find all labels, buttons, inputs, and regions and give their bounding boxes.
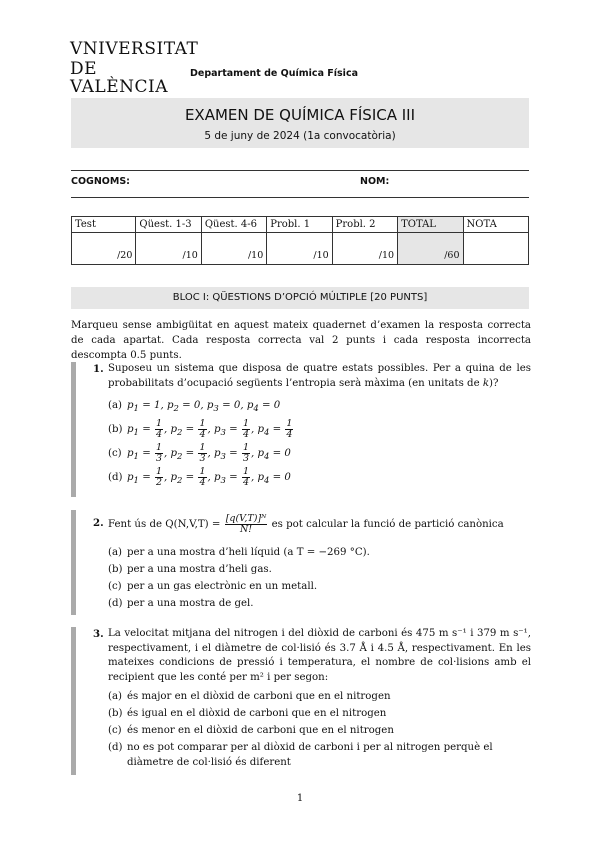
question-3 — [71, 627, 531, 775]
score-header-q1-3: Qüest. 1-3 — [136, 217, 201, 233]
option-label: (b) — [108, 564, 123, 575]
score-cell-q1-3[interactable]: /10 — [136, 233, 201, 265]
question-2 — [71, 510, 531, 615]
exam-title-box — [71, 98, 529, 148]
question-3-option-c[interactable] — [108, 724, 531, 741]
question-3-option-a[interactable] — [108, 690, 531, 707]
score-header-test: Test — [72, 217, 136, 233]
question-2-marker-bar — [71, 510, 76, 615]
option-label: (c) — [108, 448, 122, 459]
section-title: BLOC I: QÜESTIONS D’OPCIÓ MÚLTIPLE — [172, 292, 368, 303]
score-table — [71, 216, 529, 265]
score-header-total: TOTAL — [398, 217, 463, 233]
section-header — [71, 287, 529, 309]
option-text: és menor en el diòxid de carboni que en el nitrogen — [127, 725, 394, 736]
score-cell-q4-6[interactable]: /10 — [201, 233, 266, 265]
divider-bottom — [71, 197, 529, 198]
university-logo — [70, 39, 199, 97]
option-text: és igual en el diòxid de carboni que en el nitrogen — [127, 708, 387, 719]
score-header-problem-1: Probl. 1 — [267, 217, 332, 233]
option-label: (b) — [108, 424, 123, 435]
question-2-option-a[interactable] — [108, 546, 531, 563]
option-label: (d) — [108, 472, 123, 483]
score-header-grade: NOTA — [463, 217, 528, 233]
option-text: per a un gas electrònic en un metall. — [127, 581, 318, 592]
score-cell-test[interactable]: /20 — [72, 233, 136, 265]
surname-label: COGNOMS: — [71, 176, 130, 187]
score-header-problem-2: Probl. 2 — [332, 217, 397, 233]
question-2-stem-suffix: es pot calcular la funció de partició canònica — [271, 519, 504, 530]
instructions: Marqueu sense ambigüitat en aquest mateix quadernet d’examen la resposta correcta de cada apartat. Cada resposta correcta val 2 punts i cada resposta incorrecta descompta 0.5 punts. — [71, 320, 531, 361]
question-1-option-d[interactable] — [108, 466, 531, 490]
score-header-q4-6: Qüest. 4-6 — [201, 217, 266, 233]
question-1-number: 1. — [93, 363, 104, 375]
question-3-marker-bar — [71, 627, 76, 775]
option-label: (c) — [108, 581, 122, 592]
score-cell-grade[interactable] — [463, 233, 528, 265]
exam-title: EXAMEN DE QUÍMICA FÍSICA III — [184, 106, 416, 124]
question-1-stem: Suposeu un sistema que disposa de quatre estats possibles. Per a quina de les probabilitats d’ocupació següents l’entropia serà màxima (en unitats de k)? — [108, 363, 531, 389]
question-3-stem: La velocitat mitjana del nitrogen i del diòxid de carboni és 475 m s⁻¹ i 379 m s⁻¹, respectivament, i el diàmetre de col·lisió és 3.7 Å i 4.5 Å, respectivament. En les mateixes condicions de pressió i temperatura, el nombre de col·lisions amb el recipient que les conté per m² i per segon: — [108, 628, 531, 683]
question-3-option-b[interactable] — [108, 707, 531, 724]
page-number: 1 — [296, 793, 304, 804]
section-points: [20 PUNTS] — [370, 292, 428, 303]
logo-line-2: DE VALÈNCIA — [70, 59, 168, 97]
option-label: (a) — [108, 691, 123, 702]
option-text: $p_1$ = $\frac{1}{4}$ , $p_2$ = $\frac{1}{4}$ , $p_3$ = $\frac{1}{4}$ , $p_4$ = $\frac{1}{4}$ — [127, 417, 293, 440]
question-1-option-a[interactable] — [108, 399, 531, 418]
option-text: per a una mostra d’heli líquid (a T = −269 °C). — [127, 547, 370, 558]
question-1-marker-bar — [71, 362, 76, 497]
score-table-value-row — [72, 233, 529, 265]
score-table-header-row — [72, 217, 529, 233]
option-text: per a una mostra d’heli gas. — [127, 564, 272, 575]
divider-top — [71, 170, 529, 171]
option-text: $p_1 = 1$, $p_2 = 0$, $p_3 = 0$, $p_4 = 0$ — [127, 400, 281, 415]
question-3-option-d[interactable] — [108, 741, 531, 770]
name-label: NOM: — [360, 176, 390, 187]
option-label: (c) — [108, 725, 122, 736]
option-label: (a) — [108, 400, 123, 411]
question-2-option-d[interactable] — [108, 597, 531, 614]
question-2-option-c[interactable] — [108, 580, 531, 597]
question-2-stem — [108, 510, 531, 540]
option-label: (d) — [108, 598, 123, 609]
question-1 — [71, 362, 531, 497]
department-name: Departament de Química Física — [190, 68, 358, 79]
option-label: (d) — [108, 742, 123, 753]
question-2-number: 2. — [93, 517, 104, 529]
question-1-option-c[interactable] — [108, 442, 531, 466]
option-text: $p_1$ = $\frac{1}{3}$ , $p_2$ = $\frac{1}{3}$ , $p_3$ = $\frac{1}{3}$ , $p_4 = 0$ — [127, 441, 291, 464]
option-text: és major en el diòxid de carboni que en el nitrogen — [127, 691, 391, 702]
question-1-option-b[interactable] — [108, 418, 531, 442]
logo-line-1: VNIVERSITAT — [70, 39, 199, 59]
option-text: $p_1$ = $\frac{1}{2}$ , $p_2$ = $\frac{1}{4}$ , $p_3$ = $\frac{1}{4}$ , $p_4 = 0$ — [127, 465, 291, 488]
option-text: per a una mostra de gel. — [127, 598, 254, 609]
question-2-stem-prefix: Fent ús de Q(N,V,T) = — [108, 519, 221, 530]
option-text: no es pot comparar per al diòxid de carboni i per al nitrogen perquè el diàmetre de col·lisió és diferent — [127, 742, 493, 768]
score-cell-total[interactable]: /60 — [398, 233, 463, 265]
question-3-number: 3. — [93, 628, 104, 640]
score-cell-problem-1[interactable]: /10 — [267, 233, 332, 265]
score-cell-problem-2[interactable]: /10 — [332, 233, 397, 265]
option-label: (b) — [108, 708, 123, 719]
exam-date: 5 de juny de 2024 (1a convocatòria) — [204, 130, 396, 142]
question-2-option-b[interactable] — [108, 563, 531, 580]
question-2-formula: $\frac{\text{[q(V,T)]ᴺ}}{N!}$ — [225, 512, 267, 535]
option-label: (a) — [108, 547, 123, 558]
